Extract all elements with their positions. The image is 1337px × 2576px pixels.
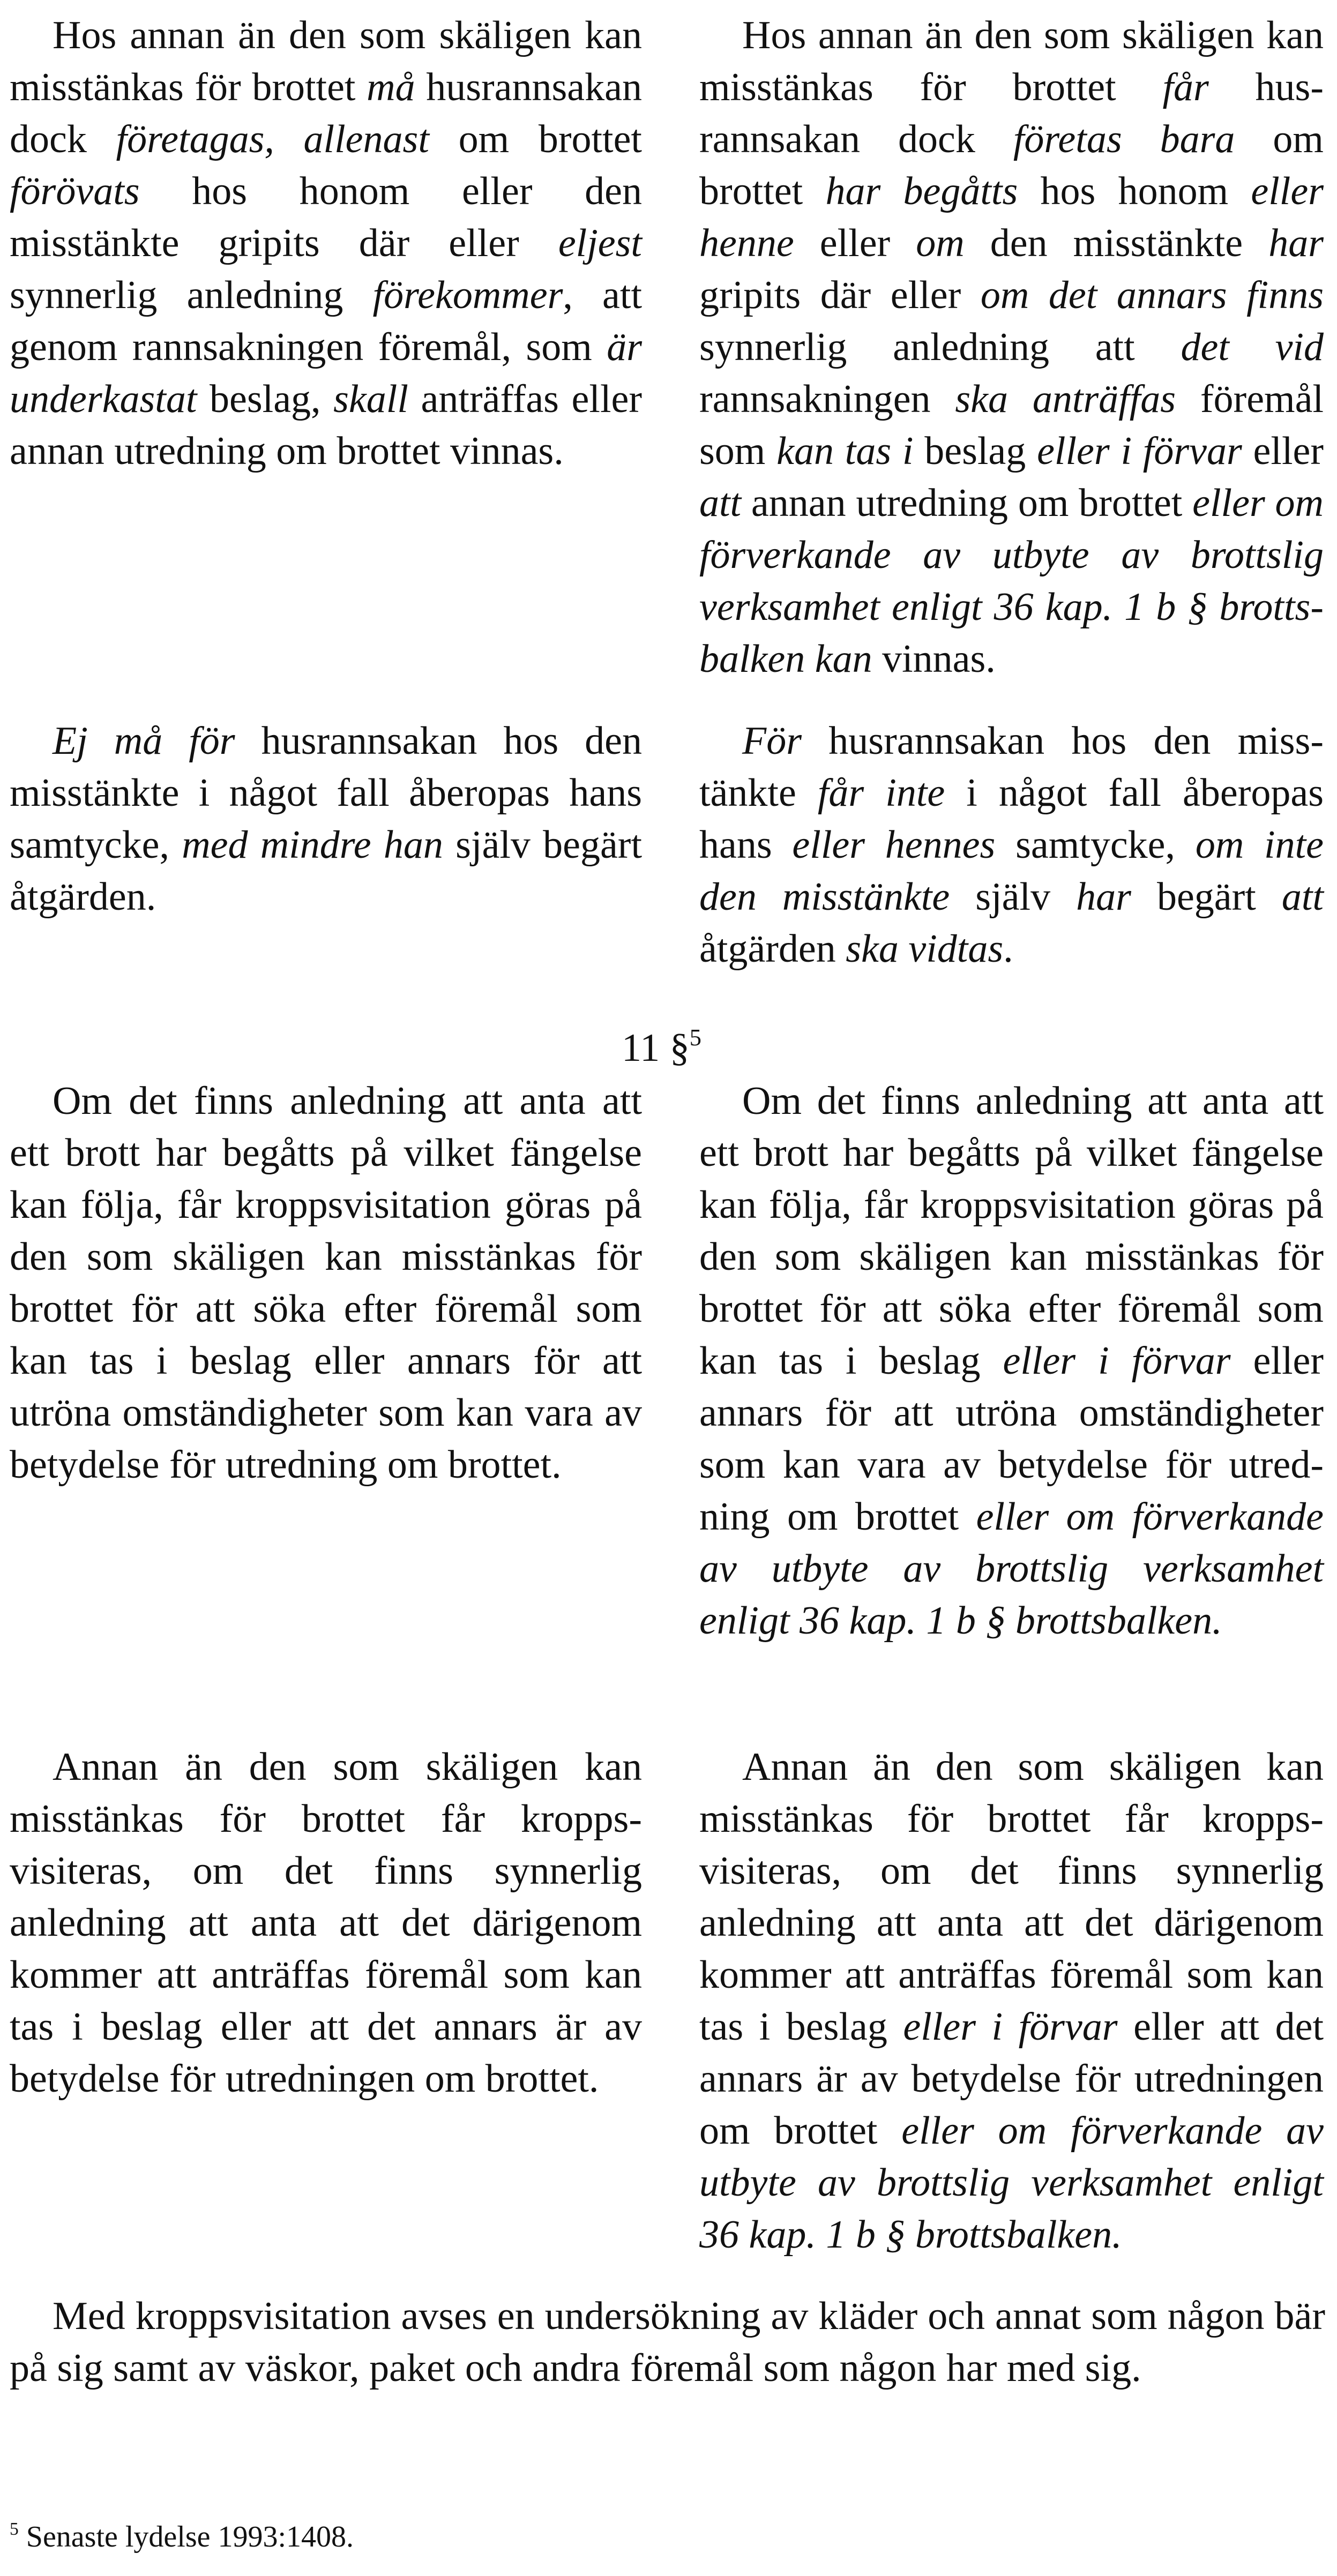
old-text-paragraph-1: Hos annan än den som skäligen kan misstänkas för brottet må husrannsakan dock företagas, allenast om brottet förövats hos honom eller den misstänkte gripits där eller eljest synnerlig anledning förekommer, att genom rannsakningen föremål, som är underkastat beslag, skall anträffas eller annan utredning om brottet vinnas. (10, 13, 643, 473)
new-text-paragraph-1: Hos annan än den som skäligen kan misstänkas för brottet får husrannsakan dock företas bara om brottet har begåtts hos honom eller henne eller om den misstänkte har gripits där eller om det annars finns synnerlig anledning att det vid rannsakningen ska anträffas föremål som kan tas i beslag eller i förvar eller att annan utredning om brottet eller om förverkande av utbyte av brottslig verksamhet enligt 36 kap. 1 b § brottsbalken kan vinnas. (699, 13, 1324, 681)
old-text-paragraph-4: Annan än den som skäligen kan misstänkas för brottet får kroppsvisiteras, om det finns synnerlig anledning att anta att det därigenom kommer att anträffas föremål som kan tas i beslag eller att det annars är av betydelse för utredningen om brottet. (10, 1745, 642, 2101)
old-text-paragraph-3: Om det finns anledning att anta att ett brott har begåtts på vilket fängelse kan följa, får kroppsvisitation göras på den som skäligen kan misstänkas för brottet för att söka efter föremål som kan tas i beslag eller annars för att utröna omständigheter som kan vara av betydelse för utredning om brottet. (10, 1079, 642, 1487)
section-footnote-mark: 5 (689, 1024, 701, 1051)
footnote (10, 2518, 354, 2556)
section-number: 11 § (622, 1026, 690, 1070)
definition-paragraph (10, 2290, 1325, 2394)
section-heading (622, 1022, 740, 1074)
old-text-paragraph-2: Ej må för husrannsakan hos den misstänkte i något fall åberopas hans samtycke, med mindre han själv begärt åtgärden. (10, 719, 643, 919)
new-text-paragraph-3: Om det finns anledning att anta att ett brott har begåtts på vilket fängelse kan följa, får kroppsvisitation göras på den som skäligen kan misstänkas för brottet för att söka efter föremål som kan tas i beslag eller i förvar eller annars för att utröna omständigheter som kan vara av betydelse för utredning om brottet eller om förverkande av utbyte av brottslig verksamhet enligt 36 kap. 1 b § brottsbalken. (699, 1079, 1324, 1643)
footnote-text: Senaste lydelse 1993:1408. (26, 2520, 354, 2553)
new-text-paragraph-2: För husrannsakan hos den misstänkte får inte i något fall åberopas hans eller hennes samtycke, om inte den misstänkte själv har begärt att åtgärden ska vidtas. (699, 719, 1324, 971)
new-text-paragraph-4: Annan än den som skäligen kan misstänkas för brottet får kroppsvisiteras, om det finns synnerlig anledning att anta att det därigenom kommer att anträffas föremål som kan tas i beslag eller i förvar eller att det annars är av betydelse för utredningen om brottet eller om förverkande av utbyte av brottslig verksamhet enligt 36 kap. 1 b § brottsbalken. (699, 1745, 1324, 2257)
footnote-mark: 5 (10, 2519, 19, 2540)
definition-text: Med kroppsvisitation avses en undersökning av kläder och annat som någon bär på sig samt av väskor, paket och andra föremål som någon har med sig. (10, 2294, 1325, 2390)
